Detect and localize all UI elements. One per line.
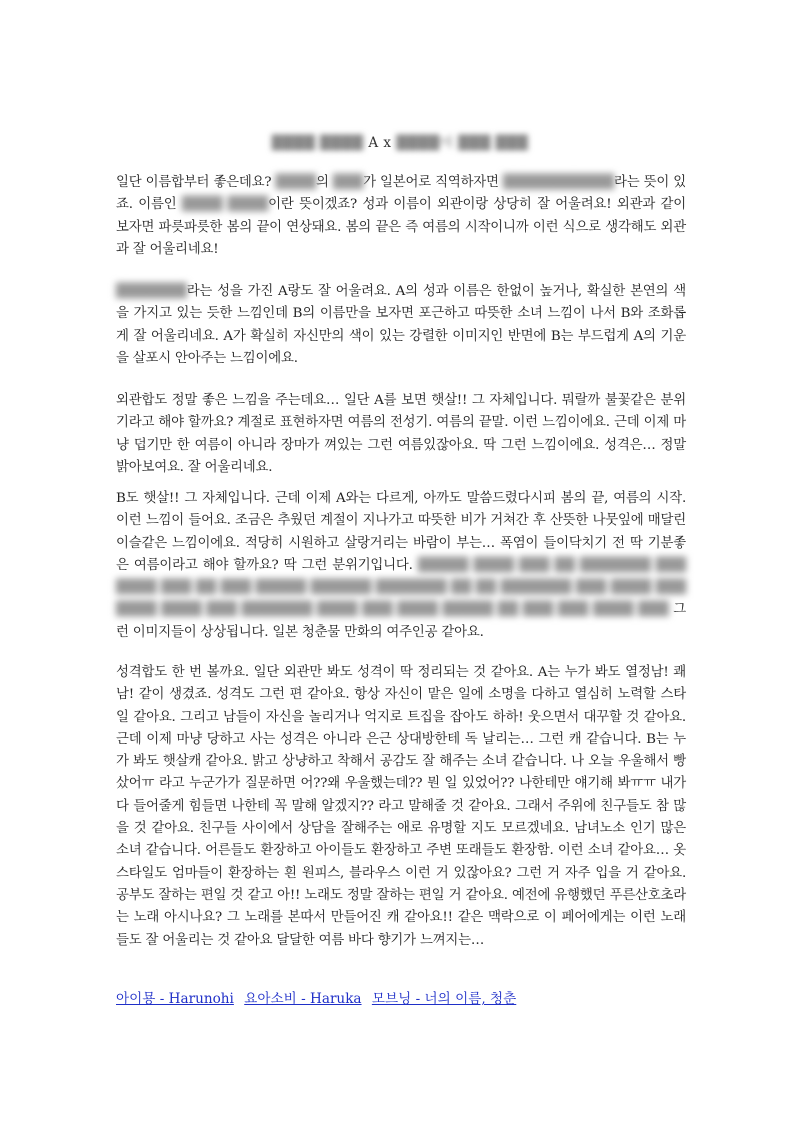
text-run: 라는 성을 가진 A랑도 잘 어울려요. A의 성과 이름은 한없이 높거나, 확실한 본연의 색을 가지고 있는 듯한 느낌인데 B의 이름만을 보자면 포근하고 따뜻한 소녀 느낌이 나서 B와 조화롭게 잘 어울리네요. A가 확실히 자신만의 색이 있는 강렬한 이미지인 반면에 B는 부드럽게 A의 기운을 살포시 안아주는 느낌이에요.: [116, 284, 686, 366]
redacted-name-right: ████에 ███ ███: [396, 135, 529, 151]
paragraph-name-compatibility: [116, 172, 686, 261]
text-run: 라는 뜻이 있죠. 이름인: [116, 175, 686, 213]
song-links: [116, 987, 522, 1007]
page-title: [0, 131, 800, 151]
redacted-text: ███: [332, 175, 364, 190]
paragraph-appearance-b: [116, 488, 686, 644]
redacted-name-left: ████ ████: [271, 135, 364, 151]
text-run: 그런 이미지들이 상상됩니다. 일본 청춘물 만화의 여주인공 같아요.: [116, 602, 686, 640]
redacted-text: ███████: [116, 284, 187, 299]
redacted-text: ███████████: [502, 175, 615, 190]
redacted-text: ████: [275, 175, 316, 190]
paragraph-personality: [116, 662, 686, 952]
text-run: 외관합도 정말 좋은 느낌을 주는데요… 일단 A를 보면 햇살!! 그 자체입니다. 뭐랄까 불꽃같은 분위기라고 해야 할까요? 계절로 표현하자면 여름의 전성기. 여름의 끝말. 이런 느낌이에요. 근데 이제 마냥 덥기만 한 여름이 아니라 장마가 껴있는 그런 여름있잖아요. 딱 그런 느낌이에요. 성격은… 정말 밝아보여요. 잘 어울리네요.: [116, 393, 686, 475]
text-run: 일단 이름합부터 좋은데요?: [116, 175, 276, 190]
text-run: 의: [315, 175, 333, 190]
paragraph-appearance-a: [116, 390, 686, 479]
song-link-haruka[interactable]: 요아소비 - Haruka: [244, 991, 362, 1007]
title-pair-label: A x: [368, 135, 392, 151]
paragraph-surname: [116, 281, 686, 370]
song-link-youth[interactable]: 모브닝 - 너의 이름, 청춘: [371, 991, 517, 1007]
song-link-harunohi[interactable]: 아이묭 - Harunohi: [116, 991, 234, 1007]
text-run: B도 햇살!! 그 자체입니다. 근데 이제 A와는 다르게, 아까도 말씀드렸다시피 봄의 끝, 여름의 시작. 이런 느낌이 들어요. 조금은 추웠던 계절이 지나가고 따뜻한 비가 거쳐간 후 산뜻한 나뭇잎에 매달린 이슬같은 느낌이에요. 적당히 시원하고 살랑거리는 바람이 부는… 폭염이 들이닥치기 전 딱 기분좋은 여름이라고 해야 할까요? 딱 그런 분위기입니다.: [116, 491, 686, 573]
text-run: 성격합도 한 번 볼까요. 일단 외관만 봐도 성격이 딱 정리되는 것 같아요. A는 누가 봐도 열정남! 쾌남! 같이 생겼죠. 성격도 그런 편 같아요. 항상 자신이 맡은 일에 소명을 다하고 열심히 노력할 스타일 같아요. 그리고 남들이 자신을 놀리거나 억지로 트집을 잡아도 하하! 웃으면서 대꾸할 것 같아요. 근데 이제 마냥 당하고 사는 성격은 아니라 은근 상대방한테 독 날리는… 그런 캐 같습니다. B는 누가 봐도 햇살캐 같아요. 밝고 상냥하고 착해서 공감도 잘 해주는 소녀 같습니다. 나 오늘 우울해서 빵 샀어ㅠ 라고 누군가가 질문하면 어??왜 우울했는데?? 뭔 일 있었어?? 나한테만 얘기해 봐ㅠㅠ 내가 다 들어줄게 힘들면 나한테 꼭 말해 알겠지?? 라고 말해줄 것 같아요. 그래서 주위에 친구들도 참 많을 것 같아요. 친구들 사이에서 상담을 잘해주는 애로 유명할 지도 모르겠네요. 남녀노소 인기 많은 소녀 같습니다. 어른들도 환장하고 아이들도 환장하고 주변 또래들도 환장함. 이런 소녀 같아요… 옷 스타일도 엄마들이 환장하는 흰 원피스, 블라우스 이런 거 있잖아요? 그런 거 자주 입을 거 같아요. 공부도 잘하는 편일 것 같고 아!! 노래도 정말 잘하는 편일 거 같아요. 예전에 유행했던 푸른산호초라는 노래 아시나요? 그 노래를 본따서 만들어진 캐 같아요!! 같은 맥락으로 이 페어에게는 이런 노래들도 잘 어울리는 것 같아요 달달한 여름 바다 향기가 느껴지는…: [116, 665, 686, 948]
text-run: 가 일본어로 직역하자면: [363, 175, 503, 190]
redacted-text: █████ ████ ███ ██ ███████ ███ ████ ███ ██ ███ █████ ██████ ███████ ██ ██ ███████ ███ ████ ███ ████ ████ ███ ███████ ████ ███ ████ █████ ██ ███ ███ ████ ███: [116, 557, 687, 618]
redacted-text: ████ ████: [181, 197, 269, 213]
text-run: 이란 뜻이겠죠? 성과 이름이 외관이랑 상당히 잘 어울려요! 외관과 같이 보자면 파릇파릇한 봄의 끝이 연상돼요. 봄의 끝은 즉 여름의 시작이니까 이런 식으로 생각해도 외관과 잘 어울리네요!: [116, 197, 686, 257]
